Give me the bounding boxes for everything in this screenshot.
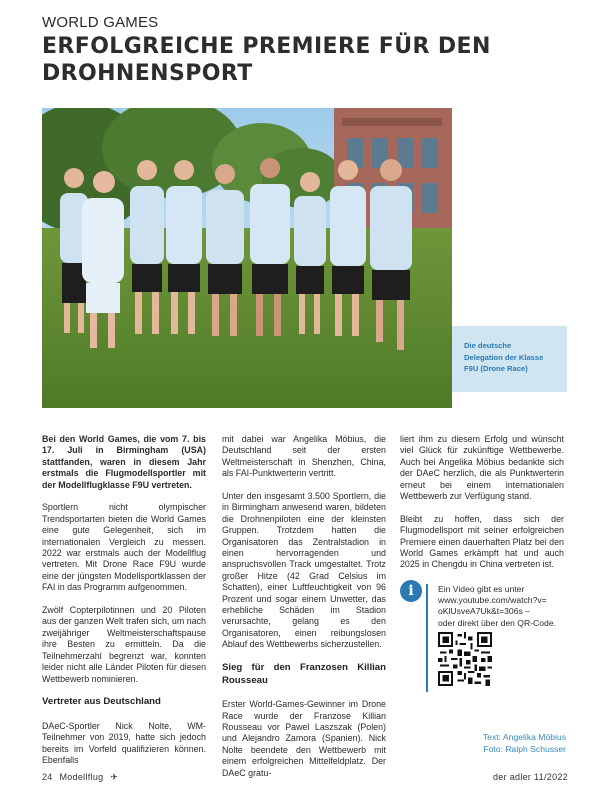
section-name: Modellflug <box>59 772 104 782</box>
qr-code-icon[interactable] <box>438 632 492 686</box>
paragraph: mit dabei war Angelika Möbius, die Deutschland seit der ersten Weltmeisterschaft in Shenzhen, China, als FAI-Punktwerterin vertritt. <box>222 434 386 479</box>
section-kicker: WORLD GAMES <box>42 14 159 31</box>
paragraph: Sportlern nicht olympischer Trendsportarten bieten die World Games eine gute Gelegenheit, sich im internationalen Vergleich zu messen. 2022 war erstmals auch der Modellflug vertreten. Mit Drone Race F9U wurde eine der jüngsten Modellsportklassen der FAI in das Programm aufgenommen. <box>42 502 206 593</box>
paragraph: Bleibt zu hoffen, dass sich der Flugmodellsport mit seiner erfolgreichen Premiere einen dauerhaften Platz bei den World Games erkämpft hat und auch 2025 in Chengdu in China vertreten ist. <box>400 513 564 570</box>
text-credit: Text: Angelika Möbius <box>482 732 566 742</box>
info-icon: i <box>400 580 422 602</box>
photo-credit: Foto: Ralph Schusser <box>483 743 566 754</box>
info-divider <box>426 584 428 692</box>
article-headline <box>42 33 562 87</box>
headline-line-2: DROHNENSPORT <box>42 61 253 86</box>
video-info-box <box>400 580 570 696</box>
info-line-1: Ein Video gibt es unter <box>438 584 525 594</box>
paragraph: Unter den insgesamt 3.500 Sportlern, die in Birmingham anwesend waren, bildeten die Drohnenpiloten eine der kleinsten Gruppen. Trotzdem hatten die Organisatoren das Zentralstadion in einen hervorragenden und anspruchsvollen Track umgestaltet. Trotz großer Hitze (42 Grad Celsius im Schatten), einer Luftfeuchtigkeit von 96 Prozent und sogar einem Unwetter, das erhebliche Schäden im Stadion verursachte, gelang es den Organisatoren, einen reibungslosen Ablauf des Wettbewerbs sicherzustellen. <box>222 491 386 650</box>
section-heading: Sieg für den Franzosen Killian Rousseau <box>222 662 386 686</box>
caption-line-1: Die deutsche <box>464 341 512 350</box>
article-column-2 <box>222 434 386 790</box>
team-photo-illustration <box>42 108 452 408</box>
paragraph: DAeC-Sportler Nick Nolte, WM-Teilnehmer von 2019, hatte sich jedoch bereits im Vorfeld qualifizieren können. Ebenfalls <box>42 720 206 766</box>
credits <box>470 732 566 755</box>
article-lead: Bei den World Games, die vom 7. bis 17. Juli in Birmingham (USA) stattfanden, waren in diesem Jahr erstmals die Flugmodellsportler mit der Modellflugklasse F9U vertreten. <box>42 434 206 490</box>
team-photo <box>42 108 452 408</box>
magazine-issue: der adler 11/2022 <box>493 772 568 782</box>
video-url-line-1[interactable]: www.youtube.com/watch?v= <box>438 595 547 606</box>
paragraph: Zwölf Copterpilotinnen und 20 Piloten aus der ganzen Welt trafen sich, um nach zweijähriger Weltmeisterschaftspause ihre Besten zu ermitteln. Da die Teilnehmerzahl begrenzt war, konnten leider nicht alle Länder Piloten für diesen Wettbewerb nominieren. <box>42 605 206 684</box>
section-heading: Vertreter aus Deutschland <box>42 696 161 708</box>
headline-line-1: ERFOLGREICHE PREMIERE FÜR DEN <box>42 34 491 59</box>
caption-line-2: Delegation der Klasse <box>464 352 544 362</box>
paragraph: liert ihm zu diesem Erfolg und wünscht viel Glück für zukünftige Wettbewerbe. Auch bei Angelika Möbius bedankte sich der DAeC herzlich, die als Punktwerterin erneut bei einem internationalen Wettbewerb zur Verfügung stand. <box>400 434 564 502</box>
article-column-1 <box>42 434 206 778</box>
paragraph: Erster World-Games-Gewinner im Drone Race wurde der Franzose Killian Rousseau vor Pawel Laszszak (Polen) und Alejandro Zamora (Spanien). Nick Nolte beendete den Wettbewerb mit einem erfolgreichen Mittelfeldplatz. Der DAeC gratu- <box>222 699 386 778</box>
caption-line-3: F9U (Drone Race) <box>464 364 528 373</box>
video-url-line-2[interactable]: oKlUsveA7Uk&t=306s – <box>438 606 530 617</box>
info-line-4: oder direkt über den QR-Code. <box>438 617 556 628</box>
footer-left <box>42 772 118 783</box>
photo-caption <box>452 326 567 392</box>
video-info-text <box>438 584 572 629</box>
article-column-3 <box>400 434 564 582</box>
airplane-icon: ✈ <box>110 772 119 782</box>
page-number: 24 <box>42 772 53 782</box>
